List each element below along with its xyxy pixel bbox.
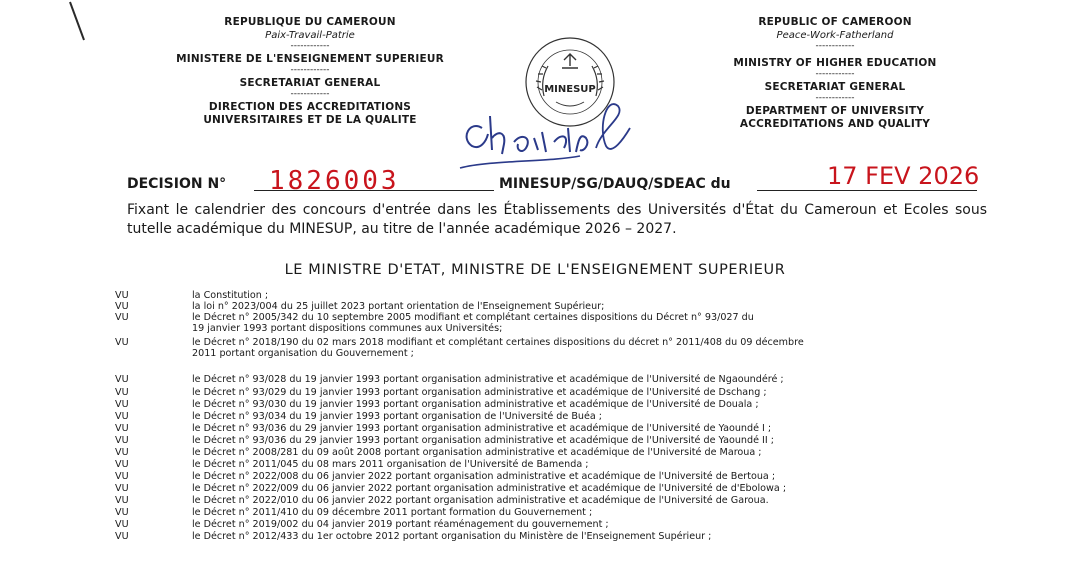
visa-vu-label: VU (115, 483, 129, 494)
visa-text: le Décret n° 2011/045 du 08 mars 2011 organisation de l'Université de Bamenda ; (192, 459, 589, 470)
separator: ------------ (290, 89, 330, 99)
republic-en: REPUBLIC OF CAMEROON (758, 16, 912, 28)
visa-text: 2011 portant organisation du Gouvernement ; (192, 348, 414, 359)
visa-vu-label: VU (115, 290, 129, 301)
ministry-en: MINISTRY OF HIGHER EDUCATION (733, 57, 937, 69)
visa-vu-label: VU (115, 399, 129, 410)
visa-text: le Décret n° 2011/410 du 09 décembre 2011 portant formation du Gouvernement ; (192, 507, 593, 518)
visa-vu-label: VU (115, 459, 129, 470)
visa-vu-label: VU (115, 447, 129, 458)
republic-fr: REPUBLIQUE DU CAMEROUN (224, 16, 396, 28)
visa-vu-label: VU (115, 387, 129, 398)
visa-vu-label: VU (115, 411, 129, 422)
secretariat-en: SECRETARIAT GENERAL (764, 81, 906, 93)
decision-subject: Fixant le calendrier des concours d'entrée dans les Établissements des Universités d'État du Cameroun et Ecoles sous tutelle académique du MINESUP, au titre de l'année académique 2026 – 2027. (127, 202, 987, 237)
visa-vu-label: VU (115, 312, 129, 323)
decision-number-underline (254, 190, 494, 191)
direction-line2: UNIVERSITAIRES ET DE LA QUALITE (203, 114, 417, 126)
separator: ------------ (290, 65, 330, 75)
visa-text: le Décret n° 93/036 du 29 janvier 1993 portant organisation administrative et académique de l'Université de Yaoundé I ; (192, 423, 772, 434)
visa-vu-label: VU (115, 374, 129, 385)
visa-vu-label: VU (115, 423, 129, 434)
pen-stroke-mark (50, 0, 100, 50)
decision-reference: MINESUP/SG/DAUQ/SDEAC du (499, 176, 731, 192)
visa-text: le Décret n° 93/030 du 19 janvier 1993 portant organisation administrative et académique de l'Université de Douala ; (192, 399, 759, 410)
visa-text: le Décret n° 2022/010 du 06 janvier 2022 portant organisation administrative et académique de l'Université de Garoua. (192, 495, 769, 506)
visa-vu-label: VU (115, 471, 129, 482)
minister-title: LE MINISTRE D'ETAT, MINISTRE DE L'ENSEIGNEMENT SUPERIEUR (284, 262, 786, 278)
separator: ------------ (815, 69, 855, 79)
visa-text: le Décret n° 2022/008 du 06 janvier 2022 portant organisation administrative et académique de l'Université de Bertoua ; (192, 471, 776, 482)
motto-en: Peace-Work-Fatherland (776, 30, 894, 41)
ministry-fr: MINISTERE DE L'ENSEIGNEMENT SUPERIEUR (176, 53, 444, 65)
separator: ------------ (815, 93, 855, 103)
visa-vu-label: VU (115, 301, 129, 312)
direction-line1: DIRECTION DES ACCREDITATIONS (208, 101, 412, 113)
department-line1: DEPARTMENT OF UNIVERSITY (745, 105, 925, 117)
visa-text: le Décret n° 2022/009 du 06 janvier 2022 portant organisation administrative et académique de l'Université de d'Ebolowa ; (192, 483, 787, 494)
right-header (700, 16, 970, 131)
decision-date-underline (757, 190, 977, 191)
visa-text: le Décret n° 93/029 du 19 janvier 1993 portant organisation administrative et académique de l'Université de Dschang ; (192, 387, 767, 398)
separator: ------------ (290, 41, 330, 51)
visa-text: la Constitution ; (192, 290, 269, 301)
decision-label: DECISION N° (127, 176, 227, 192)
visa-text: le Décret n° 2005/342 du 10 septembre 2005 modifiant et complétant certaines dispositions du Décret n° 93/027 du (192, 312, 754, 323)
visa-text: le Décret n° 93/028 du 19 janvier 1993 portant organisation administrative et académique de l'Université de Ngaoundéré ; (192, 374, 784, 385)
separator: ------------ (815, 41, 855, 51)
visa-text: le Décret n° 2019/002 du 04 janvier 2019 portant réaménagement du gouvernement ; (192, 519, 609, 530)
seal-text: MINESUP (544, 84, 596, 95)
visa-vu-label: VU (115, 531, 129, 542)
decision-number: 1826003 (269, 166, 400, 196)
visa-vu-label: VU (115, 495, 129, 506)
handwritten-signature (430, 98, 650, 178)
visa-text: le Décret n° 93/034 du 19 janvier 1993 portant organisation de l'Université de Buéa ; (192, 411, 603, 422)
visa-text: le Décret n° 2008/281 du 09 août 2008 portant organisation administrative et académique de l'Université de Maroua ; (192, 447, 762, 458)
visa-vu-label: VU (115, 435, 129, 446)
visa-text: le Décret n° 93/036 du 29 janvier 1993 portant organisation administrative et académique de l'Université de Yaoundé II ; (192, 435, 774, 446)
visa-vu-label: VU (115, 337, 129, 348)
visa-vu-label: VU (115, 519, 129, 530)
visa-text: le Décret n° 2018/190 du 02 mars 2018 modifiant et complétant certaines dispositions du décret n° 2011/408 du 09 décembre (192, 337, 804, 348)
motto-fr: Paix-Travail-Patrie (265, 30, 355, 41)
visa-text: la loi n° 2023/004 du 25 juillet 2023 portant orientation de l'Enseignement Supérieur; (192, 301, 605, 312)
visa-text: le Décret n° 2012/433 du 1er octobre 2012 portant organisation du Ministère de l'Enseignement Supérieur ; (192, 531, 712, 542)
left-header (160, 16, 460, 127)
decision-date: 17 FEV 2026 (827, 162, 980, 190)
department-line2: ACCREDITATIONS AND QUALITY (739, 118, 931, 130)
secretariat-fr: SECRETARIAT GENERAL (239, 77, 381, 89)
visa-text: 19 janvier 1993 portant dispositions communes aux Universités; (192, 323, 503, 334)
decision-line (127, 162, 987, 198)
visa-vu-label: VU (115, 507, 129, 518)
